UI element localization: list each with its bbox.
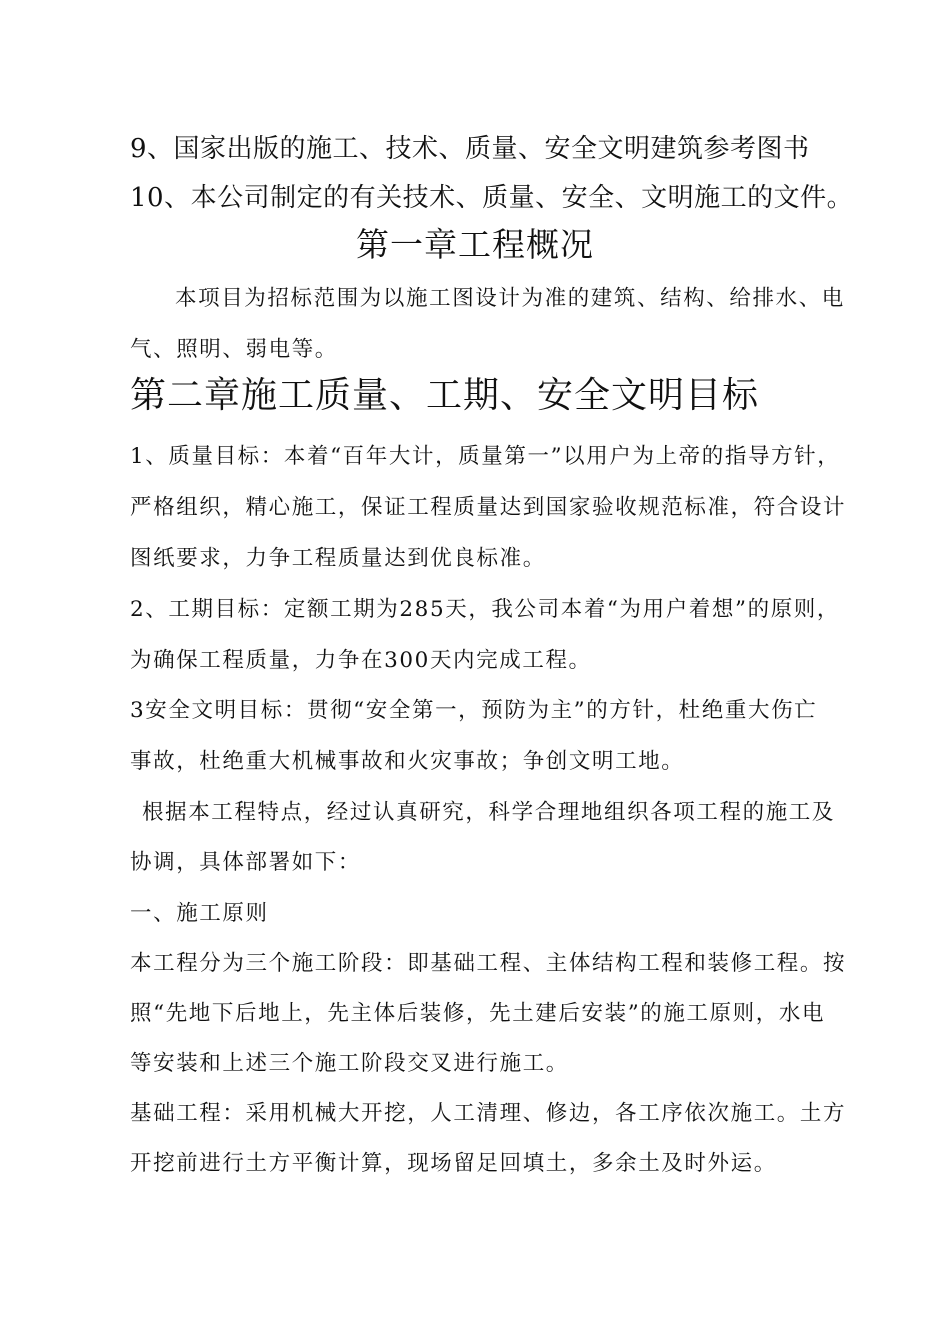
chapter1-paragraph-line: 本项目为招标范围为以施工图设计为准的建筑、结构、给排水、电	[175, 286, 845, 311]
foundation-paragraph-line: 基础工程：采用机械大开挖，人工清理、修边，各工序依次施工。土方	[130, 1101, 847, 1126]
section1-heading: 一、施工原则	[130, 901, 269, 926]
schedule-goal-line: 2、工期目标：定额工期为285天，我公司本着“为用户着想”的原则，	[130, 597, 841, 622]
safety-goal-line: 事故，杜绝重大机械事故和火灾事故；争创文明工地。	[130, 749, 685, 774]
principle-paragraph-line: 照“先地下后地上，先主体后装修，先土建后安装”的施工原则，水电	[130, 1001, 826, 1026]
principle-paragraph-line: 等安装和上述三个施工阶段交叉进行施工。	[130, 1051, 569, 1076]
reference-list-item-10: 10、本公司制定的有关技术、质量、安全、文明施工的文件。	[130, 183, 854, 213]
chapter1-title: 第一章工程概况	[356, 225, 594, 264]
quality-goal-line: 严格组织，精心施工，保证工程质量达到国家验收规范标准，符合设计	[130, 495, 847, 520]
safety-goal-line: 3安全文明目标：贯彻“安全第一，预防为主”的方针，杜绝重大伤亡	[130, 698, 818, 723]
quality-goal-line: 图纸要求，力争工程质量达到优良标准。	[130, 546, 546, 571]
deployment-paragraph-line: 根据本工程特点，经过认真研究，科学合理地组织各项工程的施工及	[142, 800, 836, 825]
chapter1-paragraph-line: 气、照明、弱电等。	[130, 337, 338, 362]
schedule-goal-line: 为确保工程质量，力争在300天内完成工程。	[130, 648, 592, 673]
principle-paragraph-line: 本工程分为三个施工阶段：即基础工程、主体结构工程和装修工程。按	[130, 951, 847, 976]
reference-list-item-9: 9、国家出版的施工、技术、质量、安全文明建筑参考图书	[130, 134, 810, 164]
deployment-paragraph-line: 协调，具体部署如下：	[130, 850, 362, 875]
quality-goal-line: 1、质量目标：本着“百年大计，质量第一”以用户为上帝的指导方针，	[130, 444, 841, 469]
chapter2-title: 第二章施工质量、工期、安全文明目标	[130, 375, 760, 416]
foundation-paragraph-line: 开挖前进行土方平衡计算，现场留足回填土，多余土及时外运。	[130, 1151, 777, 1176]
